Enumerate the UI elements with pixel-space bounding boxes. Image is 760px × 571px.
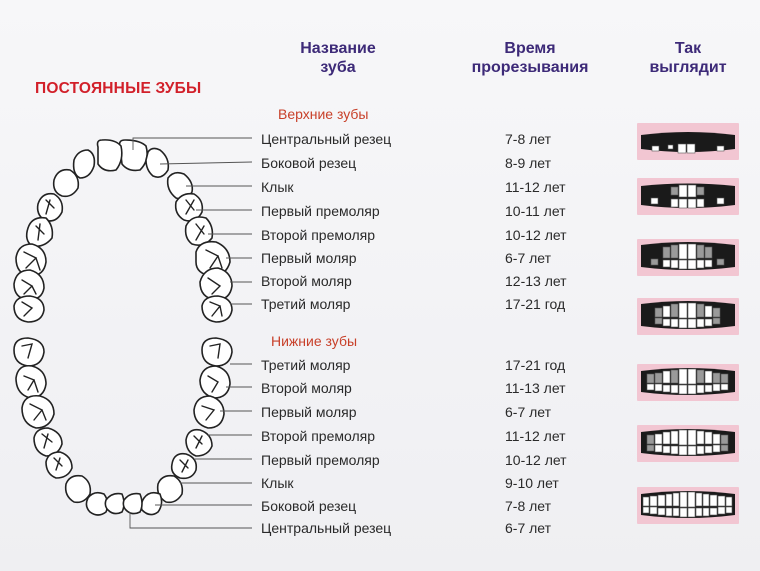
upper-teeth-label: Верхние зубы xyxy=(278,106,369,122)
tooth-name: Третий моляр xyxy=(261,296,351,312)
header-eruption-time-line1: Время xyxy=(504,40,556,57)
tooth-name: Центральный резец xyxy=(261,131,392,147)
eruption-time: 7-8 лет xyxy=(505,498,552,514)
upper-row-1 xyxy=(0,131,600,151)
upper-row-5 xyxy=(0,227,600,247)
eruption-time: 17-21 год xyxy=(505,296,566,312)
header-tooth-name-line2: зуба xyxy=(320,59,356,76)
tooth-name: Боковой резец xyxy=(261,155,357,171)
header-appearance xyxy=(632,39,744,77)
eruption-time: 8-9 лет xyxy=(505,155,552,171)
tooth-name: Первый премоляр xyxy=(261,203,380,219)
header-tooth-name-line1: Название xyxy=(300,40,376,57)
eruption-time: 11-12 лет xyxy=(505,428,566,444)
eruption-time: 11-13 лет xyxy=(505,380,566,396)
thumbnail-stage-6 xyxy=(637,425,739,462)
upper-row-8 xyxy=(0,296,600,316)
tooth-name: Боковой резец xyxy=(261,498,357,514)
upper-row-4 xyxy=(0,203,600,223)
lower-teeth-label: Нижние зубы xyxy=(271,333,358,349)
thumbnail-stage-1 xyxy=(637,123,739,160)
eruption-time: 9-10 лет xyxy=(505,475,559,491)
lower-row-5 xyxy=(0,452,600,472)
eruption-time: 6-7 лет xyxy=(505,250,552,266)
header-eruption-time xyxy=(455,39,605,77)
eruption-time: 12-13 лет xyxy=(505,273,567,289)
thumbnail-stage-2 xyxy=(637,178,739,215)
tooth-name: Первый премоляр xyxy=(261,452,380,468)
page-title: ПОСТОЯННЫЕ ЗУБЫ xyxy=(35,80,202,97)
lower-row-4 xyxy=(0,428,600,448)
tooth-name: Второй моляр xyxy=(261,273,352,289)
tooth-name: Третий моляр xyxy=(261,357,351,373)
lower-row-3 xyxy=(0,404,600,424)
upper-row-3 xyxy=(0,179,600,199)
header-eruption-time-line2: прорезывания xyxy=(471,59,589,76)
lower-row-1 xyxy=(0,357,600,377)
tooth-name: Центральный резец xyxy=(261,520,392,536)
header-appearance-line2: выглядит xyxy=(649,59,727,76)
header-tooth-name xyxy=(283,39,393,77)
lower-row-2 xyxy=(0,380,600,400)
tooth-name: Второй премоляр xyxy=(261,428,375,444)
lower-row-8 xyxy=(0,520,600,540)
eruption-time: 6-7 лет xyxy=(505,520,552,536)
eruption-time: 7-8 лет xyxy=(505,131,552,147)
lower-row-7 xyxy=(0,498,600,518)
thumbnail-stage-7 xyxy=(637,487,739,524)
upper-row-2 xyxy=(0,155,600,175)
tooth-name: Клык xyxy=(261,179,294,195)
tooth-name: Клык xyxy=(261,475,294,491)
eruption-time: 10-12 лет xyxy=(505,452,567,468)
thumbnail-stage-5 xyxy=(637,364,739,401)
thumbnail-stage-4 xyxy=(637,298,739,335)
eruption-time: 10-11 лет xyxy=(505,203,566,219)
eruption-time: 17-21 год xyxy=(505,357,566,373)
lower-row-6 xyxy=(0,475,600,495)
eruption-time: 11-12 лет xyxy=(505,179,566,195)
tooth-name: Первый моляр xyxy=(261,404,357,420)
header-appearance-line1: Так xyxy=(674,40,702,57)
eruption-time: 6-7 лет xyxy=(505,404,552,420)
eruption-time: 10-12 лет xyxy=(505,227,567,243)
tooth-name: Второй моляр xyxy=(261,380,352,396)
tooth-name: Второй премоляр xyxy=(261,227,375,243)
tooth-name: Первый моляр xyxy=(261,250,357,266)
thumbnail-stage-3 xyxy=(637,239,739,276)
upper-row-6 xyxy=(0,250,600,270)
upper-row-7 xyxy=(0,273,600,293)
